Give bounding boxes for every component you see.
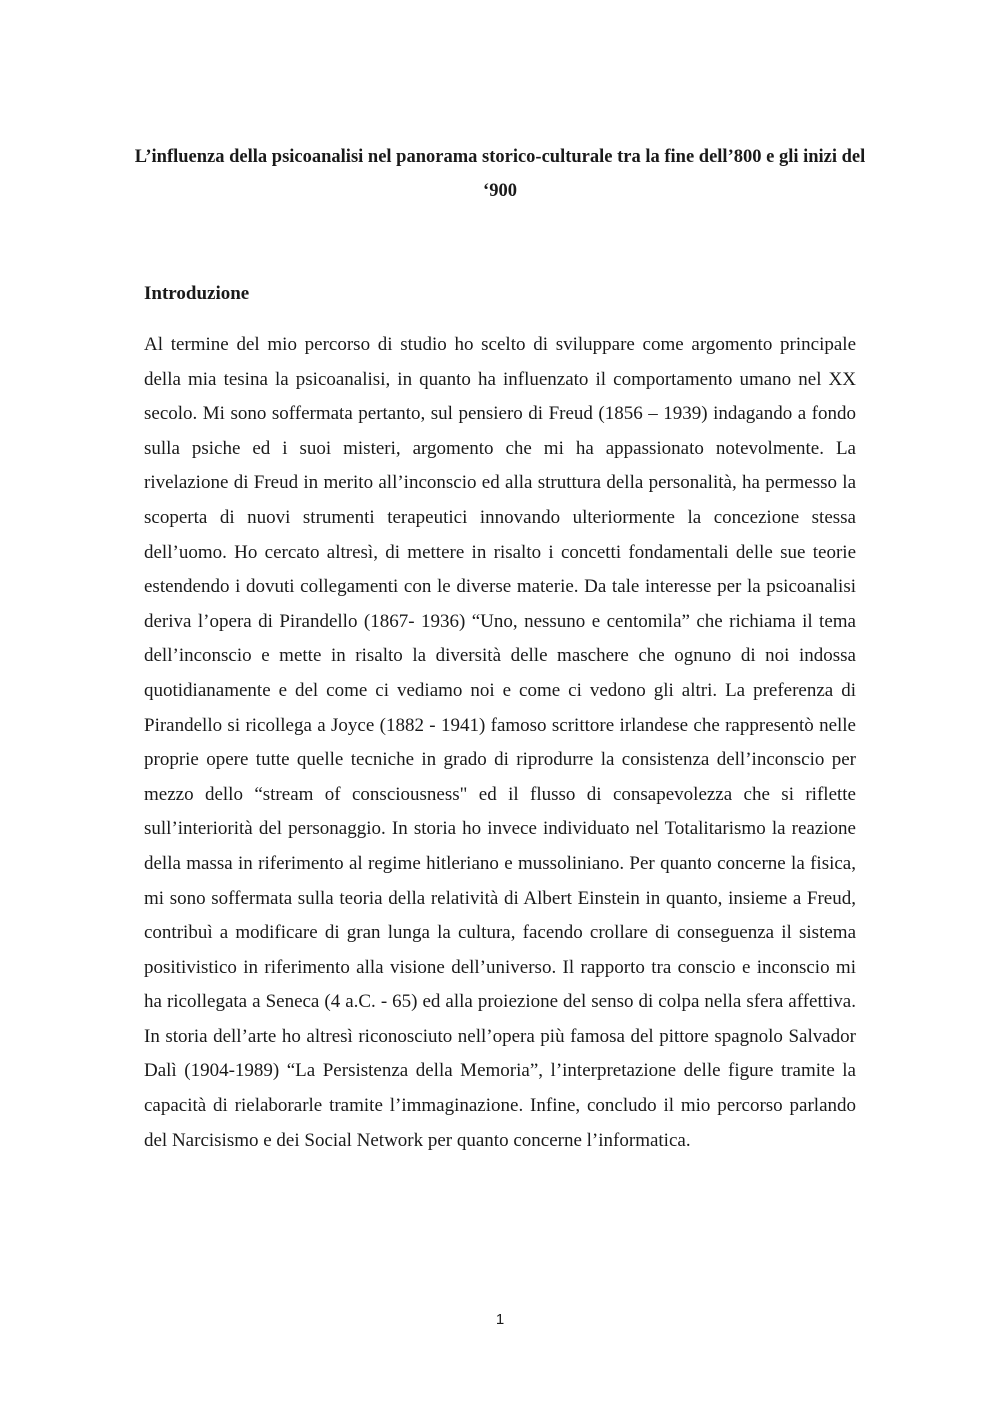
document-title: L’influenza della psicoanalisi nel panorama storico-culturale tra la fine dell’800 e gli inizi del ‘900 bbox=[134, 147, 866, 201]
page-number: 1 bbox=[495, 1311, 505, 1328]
section-heading: Introduzione bbox=[144, 283, 250, 304]
body-paragraph: Al termine del mio percorso di studio ho scelto di sviluppare come argomento principale della mia tesina la psicoanalisi, in quanto ha influenzato il comportamento umano nel XX secolo. Mi sono soffermata pertanto, sul pensiero di Freud (1856 – 1939) indagando a fondo sulla psiche ed i suoi misteri, argomento che mi ha appassionato notevolmente. La rivelazione di Freud in merito all’inconscio ed alla struttura della personalità, ha permesso la scoperta di nuovi strumenti terapeutici innovando ulteriormente la concezione stessa dell’uomo. Ho cercato altresì, di mettere in risalto i concetti fondamentali delle sue teorie estendendo i dovuti collegamenti con le diverse materie. Da tale interesse per la psicoanalisi deriva l’opera di Pirandello (1867- 1936) “Uno, nessuno e centomila” che richiama il tema dell’inconscio e mette in risalto la diversità delle maschere che ognuno di noi indossa quotidianamente e del come ci vediamo noi e come ci vedono gli altri. La preferenza di Pirandello si ricollega a Joyce (1882 - 1941) famoso scrittore irlandese che rappresentò nelle proprie opere tutte quelle tecniche in grado di riprodurre la consistenza dell’inconscio per mezzo dello “stream of consciousness" ed il flusso di consapevolezza che si riflette sull’interiorità del personaggio. In storia ho invece individuato nel Totalitarismo la reazione della massa in riferimento al regime hitleriano e mussoliniano. Per quanto concerne la fisica, mi sono soffermata sulla teoria della relatività di Albert Einstein in quanto, insieme a Freud, contribuì a modificare di gran lunga la cultura, facendo crollare di conseguenza il sistema positivistico in riferimento alla visione dell’universo. Il rapporto tra conscio e inconscio mi ha ricollegata a Seneca (4 a.C. - 65) ed alla proiezione del senso di colpa nella sfera affettiva. In storia dell’arte ho altresì riconosciuto nell’opera più famosa del pittore spagnolo Salvador Dalì (1904-1989) “La Persistenza della Memoria”, l’interpretazione delle figure tramite la capacità di rielaborarle tramite l’immaginazione. Infine, concludo il mio percorso parlando del Narcisismo e dei Social Network per quanto concerne l’informatica. bbox=[144, 334, 856, 1151]
